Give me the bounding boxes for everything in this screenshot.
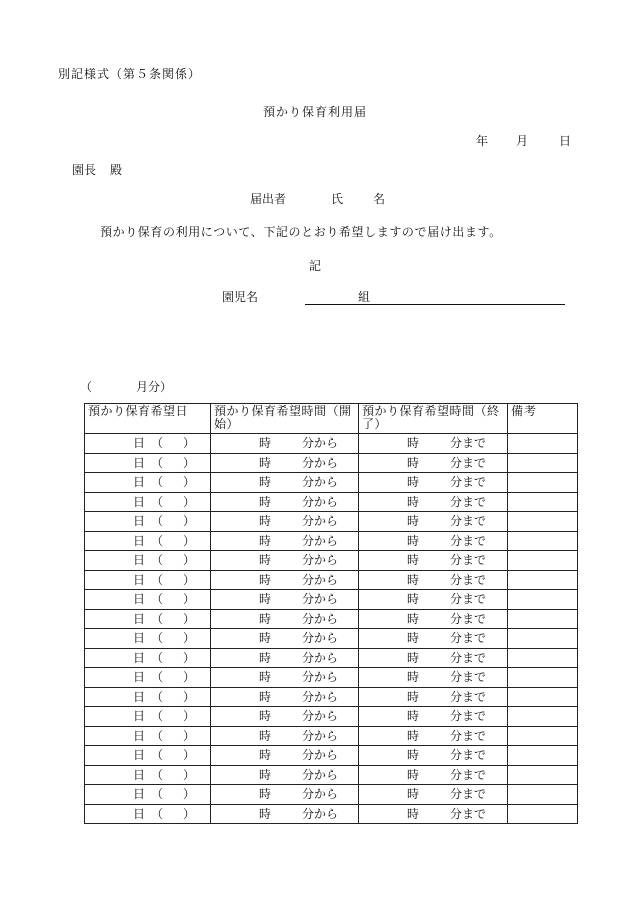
addressee (72, 164, 122, 176)
end-time-cell[interactable] (359, 551, 508, 571)
day-cell[interactable] (85, 648, 211, 668)
hour-label: 時 (259, 709, 272, 723)
paren-close: ） (183, 475, 196, 489)
end-minute-label: 分まで (450, 514, 487, 528)
hour-label: 時 (407, 592, 420, 606)
end-time-cell[interactable] (359, 746, 508, 766)
start-minute-label: 分から (302, 455, 339, 470)
paren-close: ） (183, 553, 196, 567)
end-time-cell[interactable] (359, 473, 508, 493)
start-time-cell[interactable] (211, 648, 359, 668)
start-time-cell[interactable] (211, 668, 359, 688)
start-minute-label: 分から (302, 611, 339, 626)
paren-open: （ (151, 670, 164, 684)
remarks-cell[interactable] (508, 746, 578, 766)
hour-label: 時 (259, 514, 272, 528)
hour-label: 時 (259, 670, 272, 684)
day-cell[interactable] (85, 785, 211, 805)
start-minute-label: 分から (302, 689, 339, 704)
start-time-cell[interactable] (211, 512, 359, 532)
start-minute-label: 分から (302, 787, 339, 801)
paren-close: ） (183, 436, 196, 450)
end-minute-label: 分まで (450, 553, 487, 567)
paren-open: （ (151, 475, 164, 489)
hour-label: 時 (407, 475, 420, 489)
day-cell[interactable] (85, 590, 211, 610)
hour-label: 時 (259, 689, 272, 704)
start-time-cell[interactable] (211, 434, 359, 454)
end-time-cell[interactable] (359, 492, 508, 512)
day-cell[interactable] (85, 726, 211, 746)
remarks-cell[interactable] (508, 531, 578, 551)
paren-close: ） (183, 455, 196, 470)
hour-label: 時 (407, 806, 420, 821)
paren-close: ） (183, 728, 196, 743)
paren-close: ） (183, 806, 196, 821)
day-cell[interactable] (85, 531, 211, 551)
start-minute-label: 分から (302, 767, 339, 782)
hour-label: 時 (407, 787, 420, 801)
end-time-cell[interactable] (359, 512, 508, 532)
hour-label: 時 (407, 533, 420, 548)
page-title: 預かり保育利用届 (262, 105, 367, 119)
end-time-cell[interactable] (359, 609, 508, 629)
day-label: 日 (133, 787, 146, 801)
hour-label: 時 (259, 650, 272, 665)
end-time-cell[interactable] (359, 707, 508, 727)
end-minute-label: 分まで (450, 709, 487, 723)
table-row (85, 453, 578, 473)
end-minute-label: 分まで (450, 572, 487, 587)
paren-open: （ (151, 455, 164, 470)
remarks-cell[interactable] (508, 570, 578, 590)
month-label: 月 (516, 134, 529, 148)
hour-label: 時 (407, 670, 420, 684)
day-label: 日 (133, 670, 146, 684)
paren-open: （ (151, 728, 164, 743)
day-cell[interactable] (85, 687, 211, 707)
day-cell[interactable] (85, 570, 211, 590)
paren-close: ） (183, 572, 196, 587)
day-label: 日 (133, 709, 146, 723)
paren-open: （ (151, 767, 164, 782)
paren-open: （ (151, 787, 164, 801)
end-minute-label: 分まで (450, 494, 487, 509)
paren-open: （ (151, 553, 164, 567)
table-row (85, 707, 578, 727)
submitter-name-label-1: 氏 (331, 192, 344, 206)
paren-close: ） (183, 533, 196, 548)
end-minute-label: 分まで (450, 611, 487, 626)
table-row (85, 629, 578, 649)
schedule-table (84, 403, 578, 824)
remarks-cell[interactable] (508, 804, 578, 824)
end-time-cell[interactable] (359, 629, 508, 649)
hour-label: 時 (407, 650, 420, 665)
table-row (85, 551, 578, 571)
end-time-cell[interactable] (359, 590, 508, 610)
end-minute-label: 分まで (450, 689, 487, 704)
header-end: 預かり保育希望時間（終了） (359, 404, 508, 434)
end-minute-label: 分まで (450, 475, 487, 489)
day-label: 日 (133, 475, 146, 489)
start-time-cell[interactable] (211, 726, 359, 746)
hour-label: 時 (407, 689, 420, 704)
remarks-cell[interactable] (508, 765, 578, 785)
hour-label: 時 (259, 767, 272, 782)
end-time-cell[interactable] (359, 687, 508, 707)
start-time-cell[interactable] (211, 609, 359, 629)
end-time-cell[interactable] (359, 648, 508, 668)
hour-label: 時 (259, 806, 272, 821)
day-cell[interactable] (85, 512, 211, 532)
paren-open: （ (151, 611, 164, 626)
hour-label: 時 (259, 611, 272, 626)
table-row (85, 570, 578, 590)
end-minute-label: 分まで (450, 650, 487, 665)
end-time-cell[interactable] (359, 434, 508, 454)
end-minute-label: 分まで (450, 631, 487, 645)
end-time-cell[interactable] (359, 531, 508, 551)
end-minute-label: 分まで (450, 436, 487, 450)
hour-label: 時 (259, 787, 272, 801)
hour-label: 時 (407, 436, 420, 450)
hour-label: 時 (407, 611, 420, 626)
paren-open: （ (151, 514, 164, 528)
paren-open: （ (151, 650, 164, 665)
addressee-name: 園長 (72, 163, 97, 177)
start-time-cell[interactable] (211, 707, 359, 727)
table-row (85, 590, 578, 610)
day-label: 日 (133, 533, 146, 548)
table-row (85, 668, 578, 688)
hour-label: 時 (259, 553, 272, 567)
paren-close: ） (183, 767, 196, 782)
day-cell[interactable] (85, 629, 211, 649)
form-reference: 別記様式（第５条関係） (58, 67, 202, 81)
submitter-row (250, 192, 386, 206)
day-label: 日 (133, 748, 146, 762)
end-minute-label: 分まで (450, 670, 487, 684)
year-label: 年 (476, 134, 489, 148)
hour-label: 時 (259, 728, 272, 743)
paren-close: ） (183, 631, 196, 645)
paren-close: ） (183, 592, 196, 606)
day-cell[interactable] (85, 746, 211, 766)
remarks-cell[interactable] (508, 512, 578, 532)
table-row (85, 765, 578, 785)
day-cell[interactable] (85, 492, 211, 512)
start-minute-label: 分から (302, 533, 339, 548)
month-row (80, 381, 172, 393)
table-row (85, 746, 578, 766)
end-time-cell[interactable] (359, 765, 508, 785)
start-time-cell[interactable] (211, 531, 359, 551)
start-minute-label: 分から (302, 748, 339, 762)
hour-label: 時 (407, 709, 420, 723)
hour-label: 時 (407, 631, 420, 645)
paren-close: ） (183, 748, 196, 762)
hour-label: 時 (259, 572, 272, 587)
table-row (85, 473, 578, 493)
hour-label: 時 (407, 728, 420, 743)
hour-label: 時 (259, 748, 272, 762)
day-label: 日 (133, 572, 146, 587)
day-cell[interactable] (85, 453, 211, 473)
day-label: 日 (133, 553, 146, 567)
start-minute-label: 分から (302, 494, 339, 509)
hour-label: 時 (259, 631, 272, 645)
table-row (85, 726, 578, 746)
submitter-label: 届出者 (250, 192, 287, 206)
header-day: 預かり保育希望日 (85, 404, 211, 434)
day-label: 日 (133, 436, 146, 450)
paren-close: ） (183, 611, 196, 626)
remarks-cell[interactable] (508, 551, 578, 571)
remarks-cell[interactable] (508, 492, 578, 512)
hour-label: 時 (407, 553, 420, 567)
start-time-cell[interactable] (211, 453, 359, 473)
class-label: 組 (358, 290, 371, 304)
remarks-cell[interactable] (508, 687, 578, 707)
hour-label: 時 (259, 592, 272, 606)
day-label: 日 (133, 650, 146, 665)
end-minute-label: 分まで (450, 806, 487, 821)
end-minute-label: 分まで (450, 748, 487, 762)
child-name-field[interactable] (305, 304, 565, 305)
start-time-cell[interactable] (211, 629, 359, 649)
end-time-cell[interactable] (359, 453, 508, 473)
end-minute-label: 分まで (450, 592, 487, 606)
paren-close: ） (183, 494, 196, 509)
remarks-cell[interactable] (508, 726, 578, 746)
start-time-cell[interactable] (211, 687, 359, 707)
day-label: 日 (559, 134, 572, 148)
remarks-cell[interactable] (508, 590, 578, 610)
table-row (85, 609, 578, 629)
paren-open: （ (151, 494, 164, 509)
paren-open: （ (151, 748, 164, 762)
hour-label: 時 (259, 494, 272, 509)
ki-heading: 記 (308, 259, 321, 273)
day-cell[interactable] (85, 551, 211, 571)
day-cell[interactable] (85, 434, 211, 454)
hour-label: 時 (259, 475, 272, 489)
hour-label: 時 (259, 436, 272, 450)
submitter-name-label-2: 名 (373, 192, 386, 206)
start-minute-label: 分から (302, 728, 339, 743)
month-label: 月分） (136, 380, 173, 394)
hour-label: 時 (259, 455, 272, 470)
hour-label: 時 (407, 514, 420, 528)
start-time-cell[interactable] (211, 492, 359, 512)
day-label: 日 (133, 611, 146, 626)
paren-open: （ (151, 689, 164, 704)
paren-open: （ (151, 533, 164, 548)
remarks-cell[interactable] (508, 453, 578, 473)
header-remarks: 備考 (508, 404, 578, 434)
remarks-cell[interactable] (508, 648, 578, 668)
paren-close: ） (183, 689, 196, 704)
day-cell[interactable] (85, 668, 211, 688)
paren-open: （ (151, 806, 164, 821)
remarks-cell[interactable] (508, 629, 578, 649)
table-row (85, 785, 578, 805)
day-cell[interactable] (85, 473, 211, 493)
remarks-cell[interactable] (508, 609, 578, 629)
start-minute-label: 分から (302, 650, 339, 665)
paren-open: （ (151, 631, 164, 645)
day-label: 日 (133, 592, 146, 606)
remarks-cell[interactable] (508, 785, 578, 805)
hour-label: 時 (407, 494, 420, 509)
hour-label: 時 (407, 455, 420, 470)
day-label: 日 (133, 689, 146, 704)
start-minute-label: 分から (302, 670, 339, 684)
start-minute-label: 分から (302, 514, 339, 528)
start-minute-label: 分から (302, 709, 339, 723)
end-minute-label: 分まで (450, 787, 487, 801)
hour-label: 時 (407, 572, 420, 587)
start-minute-label: 分から (302, 475, 339, 489)
start-minute-label: 分から (302, 436, 339, 450)
day-cell[interactable] (85, 765, 211, 785)
end-time-cell[interactable] (359, 804, 508, 824)
paren-open: （ (151, 592, 164, 606)
start-time-cell[interactable] (211, 785, 359, 805)
remarks-cell[interactable] (508, 668, 578, 688)
end-minute-label: 分まで (450, 533, 487, 548)
table-row (85, 492, 578, 512)
start-time-cell[interactable] (211, 746, 359, 766)
table-row (85, 804, 578, 824)
day-label: 日 (133, 767, 146, 782)
table-row (85, 434, 578, 454)
start-time-cell[interactable] (211, 551, 359, 571)
remarks-cell[interactable] (508, 434, 578, 454)
start-time-cell[interactable] (211, 765, 359, 785)
table-row (85, 512, 578, 532)
start-minute-label: 分から (302, 631, 339, 645)
month-open-paren: （ (80, 380, 93, 394)
paren-close: ） (183, 787, 196, 801)
day-label: 日 (133, 494, 146, 509)
table-row (85, 531, 578, 551)
start-time-cell[interactable] (211, 473, 359, 493)
end-minute-label: 分まで (450, 767, 487, 782)
remarks-cell[interactable] (508, 707, 578, 727)
addressee-honorific: 殿 (110, 163, 123, 177)
day-cell[interactable] (85, 609, 211, 629)
paren-close: ） (183, 709, 196, 723)
day-cell[interactable] (85, 804, 211, 824)
day-label: 日 (133, 631, 146, 645)
body-text: 預かり保育の利用について、下記のとおり希望しますので届け出ます。 (100, 225, 502, 239)
paren-open: （ (151, 572, 164, 587)
day-label: 日 (133, 728, 146, 743)
table-header-row (85, 404, 578, 434)
header-start: 預かり保育希望時間（開始） (211, 404, 359, 434)
start-minute-label: 分から (302, 572, 339, 587)
paren-close: ） (183, 670, 196, 684)
hour-label: 時 (407, 767, 420, 782)
paren-open: （ (151, 709, 164, 723)
hour-label: 時 (407, 748, 420, 762)
day-label: 日 (133, 806, 146, 821)
day-label: 日 (133, 514, 146, 528)
end-time-cell[interactable] (359, 570, 508, 590)
table-row (85, 648, 578, 668)
day-label: 日 (133, 455, 146, 470)
end-time-cell[interactable] (359, 785, 508, 805)
end-minute-label: 分まで (450, 455, 487, 470)
paren-close: ） (183, 514, 196, 528)
start-time-cell[interactable] (211, 570, 359, 590)
start-time-cell[interactable] (211, 804, 359, 824)
start-time-cell[interactable] (211, 590, 359, 610)
day-cell[interactable] (85, 707, 211, 727)
paren-open: （ (151, 436, 164, 450)
hour-label: 時 (259, 533, 272, 548)
end-minute-label: 分まで (450, 728, 487, 743)
start-minute-label: 分から (302, 806, 339, 821)
remarks-cell[interactable] (508, 473, 578, 493)
paren-close: ） (183, 650, 196, 665)
child-name-label: 園児名 (222, 290, 259, 304)
table-row (85, 687, 578, 707)
start-minute-label: 分から (302, 592, 339, 606)
start-minute-label: 分から (302, 553, 339, 567)
end-time-cell[interactable] (359, 726, 508, 746)
end-time-cell[interactable] (359, 668, 508, 688)
